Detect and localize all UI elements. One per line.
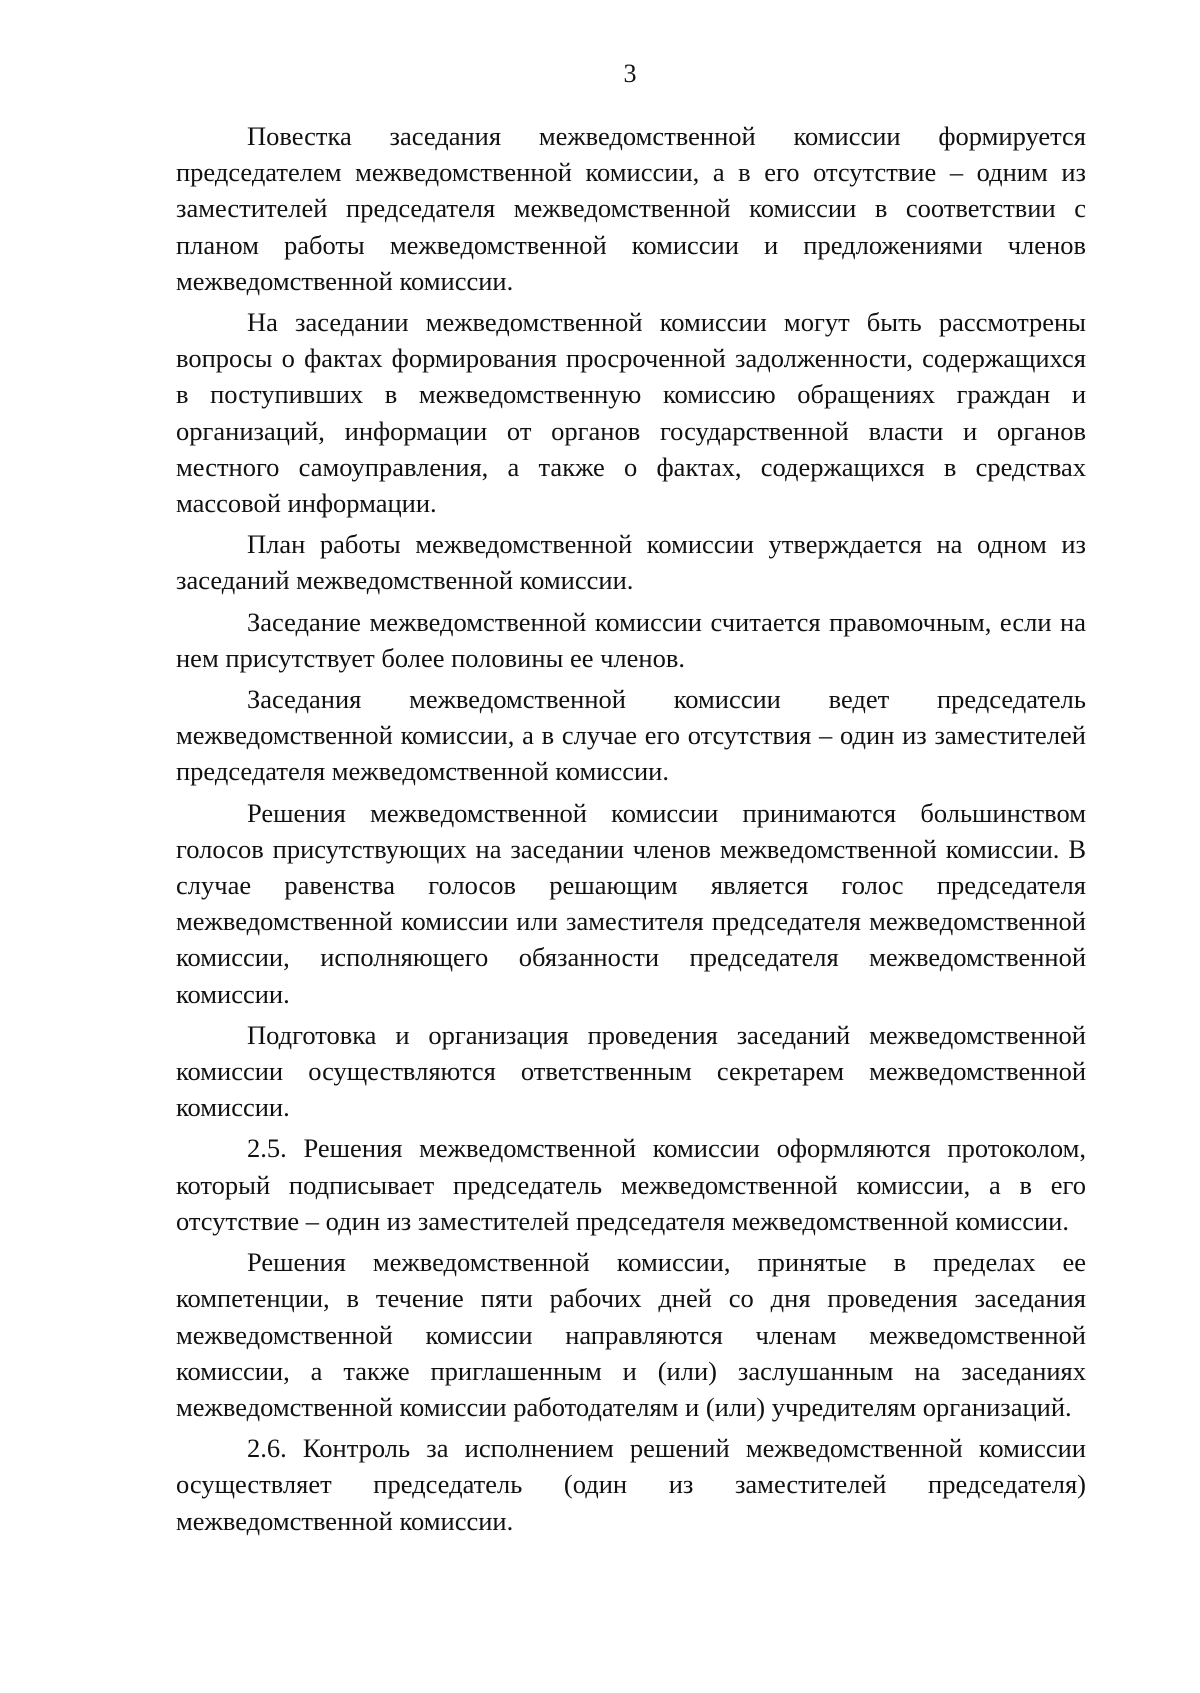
paragraph-agenda: Повестка заседания межведомственной комиссии формируется председателем межведомственной комиссии, а в его отсутствие – одним из заместителей председателя межведомственной комиссии в соответствии с планом работы межведомственной комиссии и предложениями членов межведомственной комиссии. bbox=[176, 121, 1086, 296]
document-body bbox=[176, 118, 1086, 1539]
paragraph-protocol: 2.5. Решения межведомственной комиссии оформляются протоколом, который подписывает председатель межведомственной комиссии, а в его отсутствие – один из заместителей председателя межведомственной комиссии. bbox=[176, 1133, 1086, 1236]
paragraph-chairing: Заседания межведомственной комиссии ведет председатель межведомственной комиссии, а в случае его отсутствия – один из заместителей председателя межведомственной комиссии. bbox=[176, 684, 1086, 787]
paragraph-preparation: Подготовка и организация проведения заседаний межведомственной комиссии осуществляются ответственным секретарем межведомственной комиссии. bbox=[176, 1019, 1086, 1123]
paragraph-voting: Решения межведомственной комиссии принимаются большинством голосов присутствующих на заседании членов межведомственной комиссии. В случае равенства голосов решающим является голос председателя межведомственной комиссии или заместителя председателя межведомственной комиссии, исполняющего обязанности председателя межведомственной комиссии. bbox=[176, 797, 1086, 1009]
paragraph-control: 2.6. Контроль за исполнением решений межведомственной комиссии осуществляет председатель (один из заместителей председателя) межведомственной комиссии. bbox=[176, 1433, 1086, 1536]
page-number: 3 bbox=[623, 59, 637, 88]
paragraph-questions: На заседании межведомственной комиссии могут быть рассмотрены вопросы о фактах формирования просроченной задолженности, содержащихся в поступивших в межведомственную комиссию обращениях граждан и организаций, информации от органов государственной власти и органов местного самоуправления, а также о фактах, содержащихся в средствах массовой информации. bbox=[176, 307, 1086, 519]
paragraph-work-plan: План работы межведомственной комиссии утверждается на одном из заседаний межведомственной комиссии. bbox=[176, 529, 1086, 596]
paragraph-quorum: Заседание межведомственной комиссии считается правомочным, если на нем присутствует более половины ее членов. bbox=[176, 606, 1086, 673]
paragraph-decisions-distribution: Решения межведомственной комиссии, принятые в пределах ее компетенции, в течение пяти рабочих дней со дня проведения заседания межведомственной комиссии направляются членам межведомственной комиссии, а также приглашенным и (или) заслушанным на заседаниях межведомственной комиссии работодателям и (или) учредителям организаций. bbox=[176, 1247, 1086, 1422]
